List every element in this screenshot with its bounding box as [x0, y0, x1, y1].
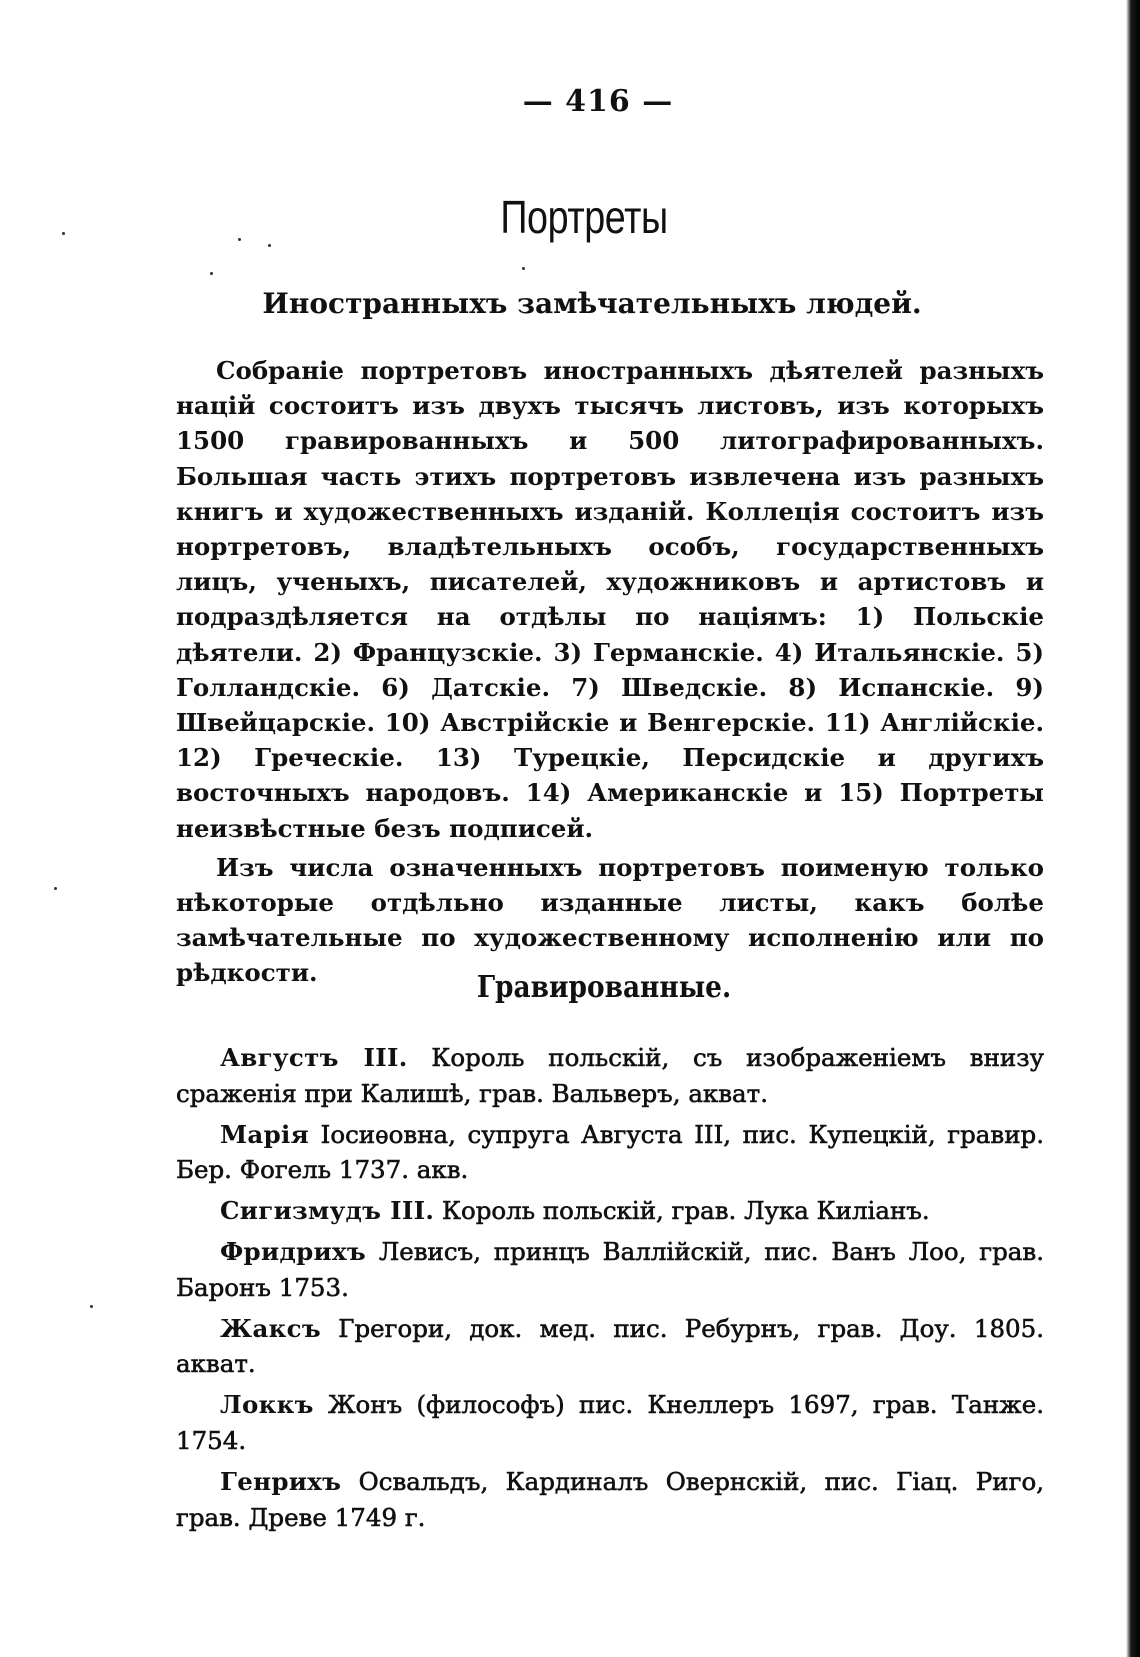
- list-item: [176, 1234, 1044, 1306]
- intro-paragraph: Собраніе портретовъ иностранныхъ дѣятелей разныхъ націй состоитъ изъ двухъ тысячъ листовъ, изъ которыхъ 1500 гравированныхъ и 500 литографированныхъ. Большая часть этихъ портретовъ извлечена изъ разныхъ книгъ и художественныхъ изданій. Коллеція состоитъ изъ нортретовъ, владѣтельныхъ особъ, государственныхъ лицъ, ученыхъ, писателей, художниковъ и артистовъ и подраздѣляется на отдѣлы по націямъ: 1) Польскіе дѣятели. 2) Французскіе. 3) Германскіе. 4) Итальянскіе. 5) Голландскіе. 6) Датскіе. 7) Шведскіе. 8) Испанскіе. 9) Швейцарскіе. 10) Австрійскіе и Венгерскіе. 11) Англійскіе. 12) Греческіе. 13) Турецкіе, Персидскіе и другихъ восточныхъ народовъ. 14) Американскіе и 15) Портреты неизвѣстные безъ подписей.: [176, 356, 1044, 843]
- entry-text: Освальдъ, Кардиналъ Овернскій, пис. Гіац. Риго, грав. Древе 1749 г.: [176, 1466, 1044, 1532]
- page-subtitle: Иностранныхъ замѣчательныхъ людей.: [262, 287, 922, 320]
- scan-speck: [268, 244, 271, 247]
- entry-name: Марія: [220, 1119, 310, 1149]
- page-title: Портреты: [500, 191, 668, 243]
- list-item: [176, 1193, 1044, 1229]
- scan-speck: [54, 887, 57, 890]
- entry-text: Король польскій, съ изображеніемъ внизу сраженія при Калишѣ, грав. Вальверъ, акват.: [176, 1043, 1044, 1108]
- entry-text: Жонъ (философъ) пис. Кнеллеръ 1697, грав. Танже. 1754.: [176, 1390, 1044, 1455]
- entry-text: Грегори, док. мед. пис. Ребурнъ, грав. Доу. 1805. акват.: [176, 1313, 1044, 1379]
- list-item: [176, 1464, 1044, 1536]
- entry-name: Августъ III.: [220, 1043, 408, 1072]
- list-item: [176, 1040, 1044, 1112]
- entry-name: Генрихъ: [220, 1466, 342, 1496]
- entry-text: Іосиѳовна, супруга Августа III, пис. Купецкій, гравир. Бер. Фогель 1737. акв.: [176, 1119, 1044, 1185]
- scan-speck: [62, 232, 65, 235]
- entry-name: Сигизмудъ III.: [220, 1196, 435, 1226]
- entry-name: Фридрихъ: [220, 1236, 366, 1266]
- intro-section: [176, 353, 1044, 1015]
- scan-speck: [90, 1305, 93, 1308]
- entry-name: Жаксъ: [220, 1313, 321, 1343]
- intro-paragraph: Изъ числа означенныхъ портретовъ поименую только нѣкоторые отдѣльно изданные листы, какъ болѣе замѣчательные по художественному исполненію или по рѣдкости.: [176, 852, 1044, 988]
- entry-name: Локкъ: [220, 1390, 314, 1420]
- page-number: — 416 —: [522, 84, 674, 119]
- scan-speck: [210, 272, 213, 275]
- section-title: Гравированные.: [476, 970, 732, 1005]
- scan-speck: [522, 267, 525, 270]
- portrait-list: [176, 1040, 1044, 1540]
- list-item: [176, 1311, 1044, 1383]
- list-item: [176, 1387, 1044, 1459]
- list-item: [176, 1117, 1044, 1189]
- entry-text: Король польскій, грав. Лука Киліанъ.: [434, 1196, 930, 1226]
- scan-edge-shadow: [1126, 0, 1140, 1657]
- entry-text: Левисъ, принцъ Валлійскій, пис. Ванъ Лоо, грав. Баронъ 1753.: [176, 1236, 1044, 1302]
